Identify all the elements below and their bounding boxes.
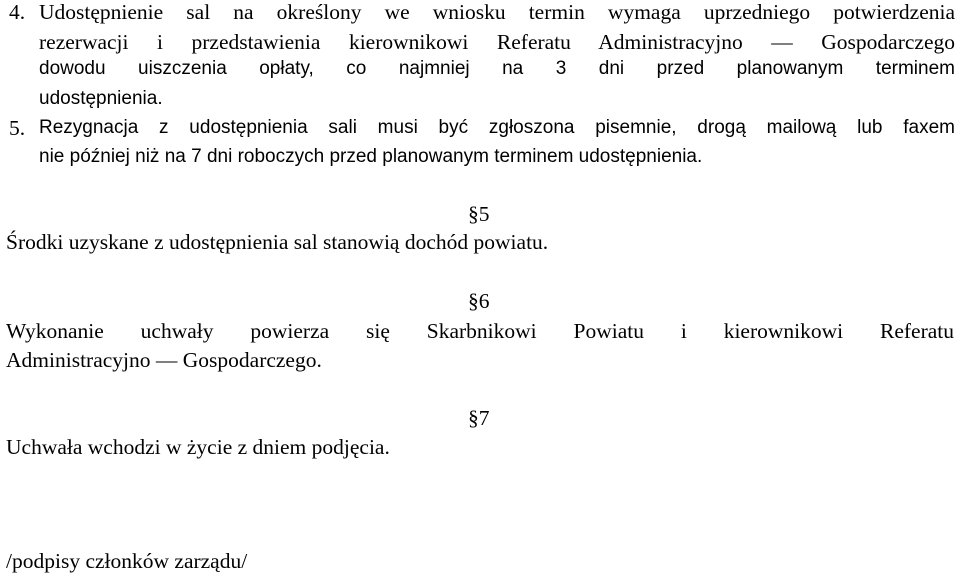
section-6-line-1: Wykonanie uchwały powierza się Skarbnikowi Powiatu i kierownikowi Referatu [6, 319, 954, 343]
section-mark-5: §5 [468, 202, 490, 226]
section-7-text: Uchwała wchodzi w życie z dniem podjęcia. [6, 435, 390, 459]
section-mark-7: §7 [468, 406, 490, 430]
point-4-line-3: dowodu uiszczenia opłaty, co najmniej na 3 dni przed planowanym terminem [39, 58, 955, 79]
point-5-line-1: Rezygnacja z udostępnienia sali musi być zgłoszona pisemnie, drogą mailową lub faxem [39, 117, 955, 138]
point-4-line-2: rezerwacji i przedstawienia kierownikowi Referatu Administracyjno — Gospodarczego [39, 30, 955, 54]
point-5-line-2: nie później niż na 7 dni roboczych przed planowanym terminem udostępnienia. [39, 146, 703, 167]
point-4-line-4: udostępnienia. [39, 88, 163, 109]
section-mark-6: §6 [468, 289, 490, 313]
point-number: 4. [9, 0, 26, 24]
signatures-line: /podpisy członków zarządu/ [6, 549, 248, 573]
point-number: 5. [9, 116, 26, 140]
section-6-line-2: Administracyjno — Gospodarczego. [6, 348, 322, 372]
section-5-text: Środki uzyskane z udostępnienia sal stanowią dochód powiatu. [6, 230, 549, 254]
point-4-line-1: Udostępnienie sal na określony we wniosku termin wymaga uprzedniego potwierdzenia [39, 0, 955, 24]
